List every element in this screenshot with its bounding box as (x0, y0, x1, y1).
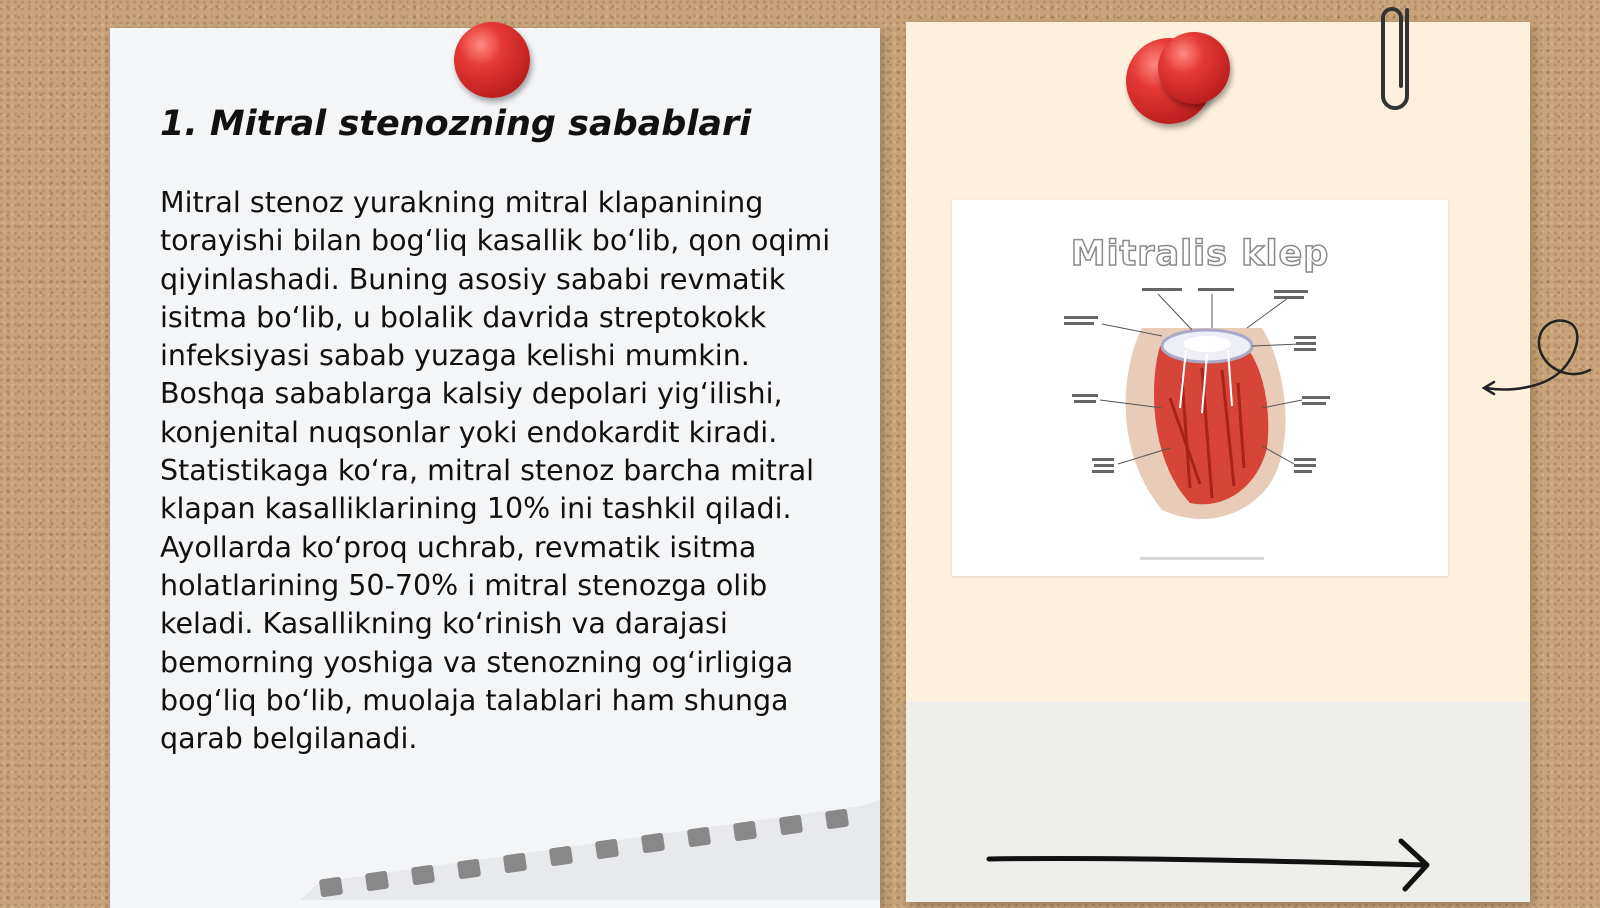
mitral-valve-anatomy-icon (1062, 288, 1342, 528)
right-arrow-icon (985, 835, 1445, 895)
paperclip-icon (1375, 0, 1421, 126)
figure-title: Mitralis klep (1070, 234, 1330, 274)
notebook-spiral-edge (300, 800, 880, 900)
section-title: 1. Mitral stenozning sabablari (160, 104, 752, 144)
figure-caption (952, 554, 1448, 564)
body-paragraph: Mitral stenoz yurakning mitral klapanining torayishi bilan bog‘liq kasallik bo‘lib, qon oqimi qiyinlashadi. Buning asosiy sababi revmatik isitma bo‘lib, u bolalik davrida streptokokk infeksiyasi sabab yuzaga kelishi mumkin. Boshqa sabablarga kalsiy depolari yig‘ilishi, konjenital nuqsonlar yoki endokardit kiradi. Statistikaga ko‘ra, mitral stenoz barcha mitral klapan kasalliklarining 10% ini tashkil qiladi. Ayollarda ko‘proq uchrab, revmatik isitma holatlarining 50-70% i mitral stenozga olib keladi. Kasallikning ko‘rinish va darajasi bemorning yoshiga va stenozning og‘irligiga bog‘liq bo‘lib, muolaja talablari ham shunga qarab belgilanadi. (160, 186, 831, 756)
mitral-valve-figure (952, 200, 1448, 576)
red-pushpin-icon (1158, 32, 1230, 104)
red-pushpin-icon (454, 22, 530, 98)
swirl-arrow-icon (1480, 310, 1600, 410)
